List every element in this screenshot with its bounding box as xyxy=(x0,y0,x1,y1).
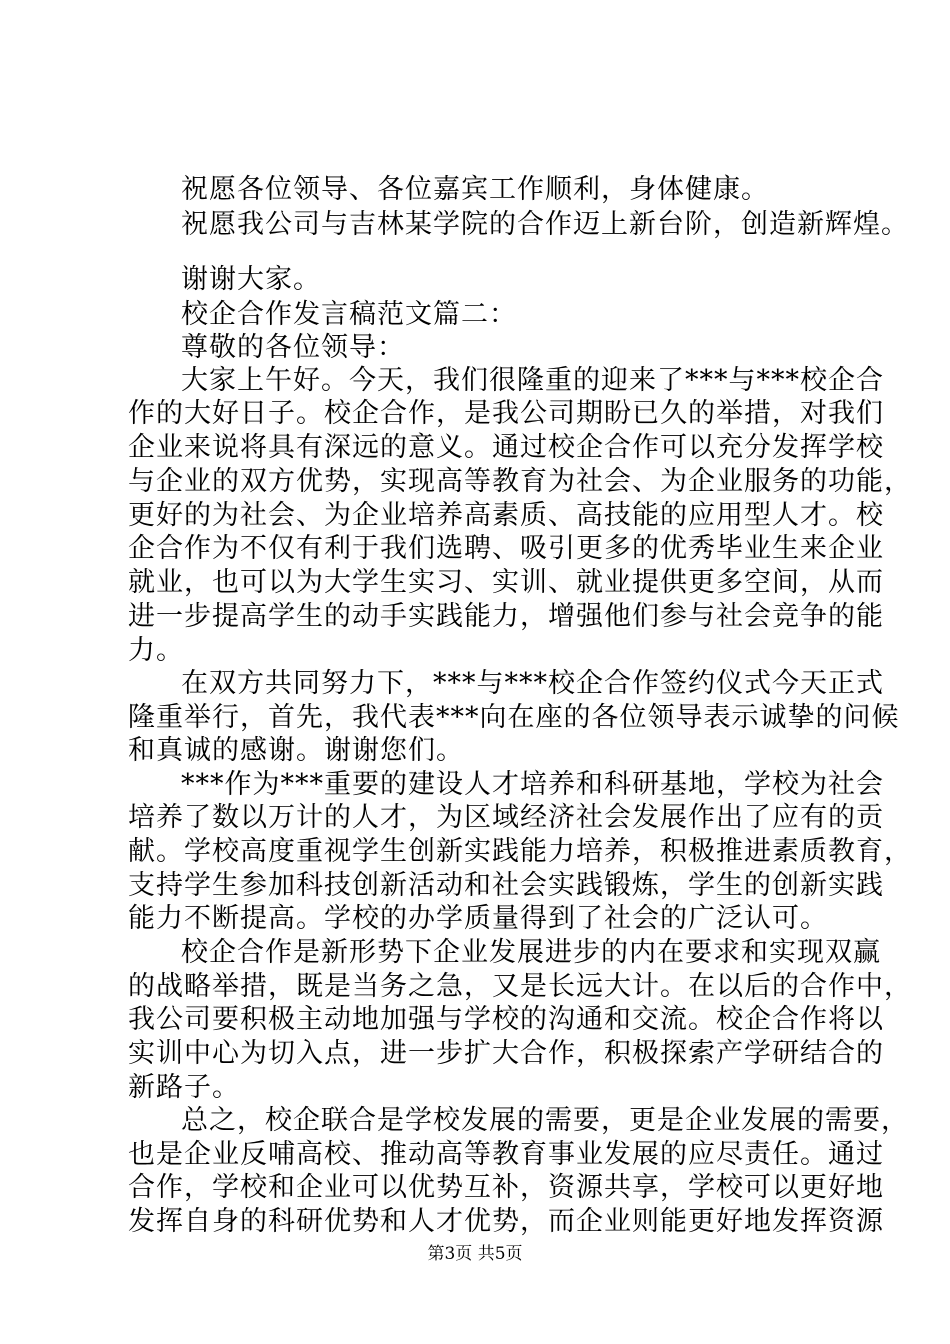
text-line: ***作为***重要的建设人才培养和科研基地，学校为社会 xyxy=(181,769,884,800)
text-line: 大家上午好。今天，我们很隆重的迎来了***与***校企合 xyxy=(181,365,884,396)
text-line: 力。 xyxy=(128,635,184,666)
text-line: 实训中心为切入点，进一步扩大合作，积极探索产学研结合的 xyxy=(128,1038,884,1069)
text-line: 献。学校高度重视学生创新实践能力培养，积极推进素质教育， xyxy=(128,836,912,867)
page-number-footer: 第3页 共5页 xyxy=(427,1244,523,1264)
text-line: 发挥自身的科研优势和人才优势，而企业则能更好地发挥资源 xyxy=(128,1206,884,1237)
text-line: 企合作为不仅有利于我们选聘、吸引更多的优秀毕业生来企业 xyxy=(128,533,884,564)
text-line: 校企合作发言稿范文篇二： xyxy=(181,299,517,330)
text-line: 能力不断提高。学校的办学质量得到了社会的广泛认可。 xyxy=(128,903,828,934)
text-line: 祝愿各位领导、各位嘉宾工作顺利，身体健康。 xyxy=(181,174,769,205)
text-line: 祝愿我公司与吉林某学院的合作迈上新台阶，创造新辉煌。 xyxy=(181,209,909,240)
text-line: 合作，学校和企业可以优势互补，资源共享，学校可以更好地 xyxy=(128,1172,884,1203)
text-line: 作的大好日子。校企合作，是我公司期盼已久的举措，对我们 xyxy=(128,398,884,429)
text-line: 新路子。 xyxy=(128,1072,240,1103)
text-line: 总之，校企联合是学校发展的需要，更是企业发展的需要， xyxy=(181,1105,909,1136)
text-line: 尊敬的各位领导： xyxy=(181,332,405,363)
text-line: 的战略举措，既是当务之急，又是长远大计。在以后的合作中， xyxy=(128,971,912,1002)
text-line: 更好的为社会、为企业培养高素质、高技能的应用型人才。校 xyxy=(128,500,884,531)
text-line: 与企业的双方优势，实现高等教育为社会、为企业服务的功能， xyxy=(128,466,912,497)
text-line: 谢谢大家。 xyxy=(181,264,321,295)
text-line: 就业，也可以为大学生实习、实训、就业提供更多空间，从而 xyxy=(128,567,884,598)
text-line: 隆重举行，首先，我代表***向在座的各位领导表示诚挚的问候 xyxy=(128,702,900,733)
text-line: 进一步提高学生的动手实践能力，增强他们参与社会竞争的能 xyxy=(128,601,884,632)
text-line: 校企合作是新形势下企业发展进步的内在要求和实现双赢 xyxy=(181,937,881,968)
text-line: 也是企业反哺高校、推动高等教育事业发展的应尽责任。通过 xyxy=(128,1139,884,1170)
text-line: 企业来说将具有深远的意义。通过校企合作可以充分发挥学校 xyxy=(128,432,884,463)
text-line: 和真诚的感谢。谢谢您们。 xyxy=(128,735,464,766)
text-line: 我公司要积极主动地加强与学校的沟通和交流。校企合作将以 xyxy=(128,1004,884,1035)
text-line: 培养了数以万计的人才，为区域经济社会发展作出了应有的贡 xyxy=(128,802,884,833)
text-line: 支持学生参加科技创新活动和社会实践锻炼，学生的创新实践 xyxy=(128,870,884,901)
text-line: 在双方共同努力下，***与***校企合作签约仪式今天正式 xyxy=(181,668,884,699)
